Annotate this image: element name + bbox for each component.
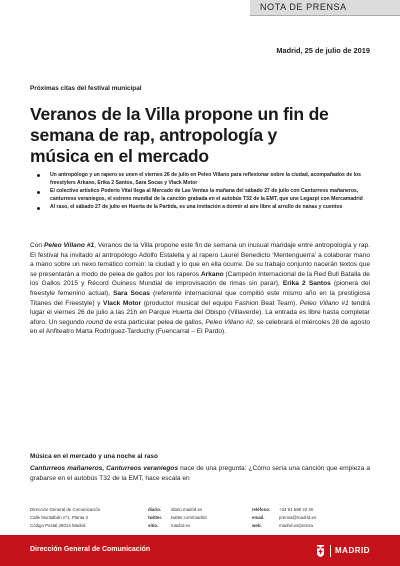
header-tab: [250, 0, 400, 15]
press-web-link[interactable]: madrid.es/prensa: [279, 523, 313, 528]
release-date: Madrid, 25 de julio de 2019: [276, 46, 370, 55]
site-link[interactable]: madrid.es: [171, 523, 191, 528]
contact-label: teléfono.: [252, 507, 271, 512]
contact-label: web.: [252, 523, 262, 528]
summary-bullets: [37, 172, 367, 212]
contact-labels: [252, 506, 270, 530]
body-text-run: (pionera del freestyle femenino actual),: [30, 280, 370, 297]
event-name: Canturreos mañaneros, Canturreos veraniegos: [30, 465, 179, 472]
body-text-run: , se celebrará el miércoles 28 de agosto en el Anfiteatro Marta Rodríguez-Tarduchy (Fuencarral – El Pardo).: [30, 318, 370, 336]
event-name: Peleo Villano #2: [205, 318, 253, 326]
document-type-label: NOTA DE PRENSA: [260, 2, 347, 12]
body-text-run: (productor musical del equipo Fashion Beat Team).: [141, 299, 300, 307]
artist-name: Arkano: [200, 270, 224, 278]
contact-org: Dirección General de Comunicación: [30, 507, 101, 512]
madrid-crest-icon: [316, 545, 325, 557]
header-divider: [250, 15, 400, 16]
contact-labels: [148, 506, 162, 530]
body-paragraph: [30, 464, 370, 483]
section-subheading: Música en el mercado y una noche al raso: [30, 453, 158, 460]
body-text-run: de esta particular pelea de gallos,: [103, 318, 206, 326]
madrid-logo: [316, 544, 370, 557]
contact-address: [30, 506, 100, 530]
bullet-text: El colectivo artístico Poderío Vital llega al Mercado de Las Ventas la mañana del sábado 27 de julio con Canturreos mañaneros, canturreos veraniegos, el estreno mundial de la canción grabada en el autobús T32 de la EMT, que une Legazpi con Mercamadrid: [50, 188, 363, 203]
body-text-run: tendrá lugar el viernes 26 de julio a las 21h en Parque Huerta del Obispo (Villaverde). La entrada es libre hasta completar aforo. Un segundo: [30, 299, 371, 326]
summary-bullet: [37, 188, 367, 204]
contact-values: [279, 506, 316, 530]
contact-values: [171, 506, 207, 530]
footer-bar: [0, 535, 400, 566]
body-text-run: (referente internacional que compitió este mismo año en la prestigiosa Titanes del Freestyle) y: [30, 289, 370, 307]
bullet-text: Al raso, el sábado 27 de julio en Huerta de la Partida, es una invitación a dormir al aire libre al arrullo de nanas y cuentos: [50, 204, 343, 211]
bullet-text: Un antropólogo y un rapero se unen el viernes 26 de julio en Peleo Villano para reflexionar sobre la ciudad, acompañados de los freestylers Arkano, Erika 2 Santos, Sara Socas y Vlack Motor: [50, 172, 361, 186]
contact-label: email.: [252, 515, 265, 520]
twitter-link[interactable]: twitter.com/madrid: [171, 515, 207, 520]
contact-label: diario.: [148, 507, 162, 512]
artist-name: Sara Socas: [113, 289, 150, 297]
artist-name: Vlack Motor: [103, 299, 142, 307]
summary-bullet: [37, 204, 367, 212]
headline: Veranos de la Villa propone un fin de semana de rap, antropología y música en el mercado: [30, 104, 329, 166]
email-link[interactable]: prensa@madrid.es: [279, 515, 317, 520]
event-name: Peleo Villano #1: [44, 242, 95, 249]
bullet-icon: [37, 174, 40, 177]
body-text-run: , Veranos de la Villa propone este fin de semana un inusual maridaje entre antropología y rap. El festival ha invitado al antropólogo Adolfo Estalella y al rapero Laurel Benedicto ‘Mentenguerra’ a colaborar mano a mano sobre un nexo temático común: la ciudad y lo que en ella ocurre. De su trabajo conjunto nacerán textos que se presentarán a modo de pelea de gallos por los raperos: [30, 242, 370, 278]
contact-label: twitter.: [148, 515, 163, 520]
body-text-run: (Campeón Internacional de la Red Bull Batalla de los Gallos 2015 y Récord Guiness Mundial de improvisación de rimas sin parar),: [30, 270, 370, 288]
body-paragraph: [30, 241, 370, 337]
diario-link[interactable]: diario.madrid.es: [171, 507, 203, 512]
phone-link[interactable]: +34 91 588 22 40: [279, 507, 314, 512]
summary-bullet: [37, 172, 367, 188]
contact-street: Calle Montalbán nº1. Planta 3: [30, 515, 88, 520]
event-name: Peleo Villano #1: [299, 299, 349, 307]
kicker: Próximas citas del festival municipal: [30, 85, 142, 92]
footer-org: Dirección General de Comunicación: [30, 546, 151, 553]
contact-postal: Código Postal 28014 Madrid: [30, 523, 86, 528]
artist-name: Erika 2 Santos: [282, 280, 331, 288]
bullet-icon: [37, 191, 40, 194]
body-text-run: nace de una pregunta: ¿Cómo sería una canción que empieza a grabarse en el autobús T32 de la EMT, hace escala en: [30, 465, 370, 482]
emphasis-word: round: [86, 318, 104, 326]
logo-separator: [330, 545, 331, 557]
logo-wordmark: MADRID: [335, 546, 370, 555]
bullet-icon: [37, 207, 40, 210]
body-text-run: Con: [30, 242, 45, 249]
contact-label: sitio.: [148, 523, 159, 528]
